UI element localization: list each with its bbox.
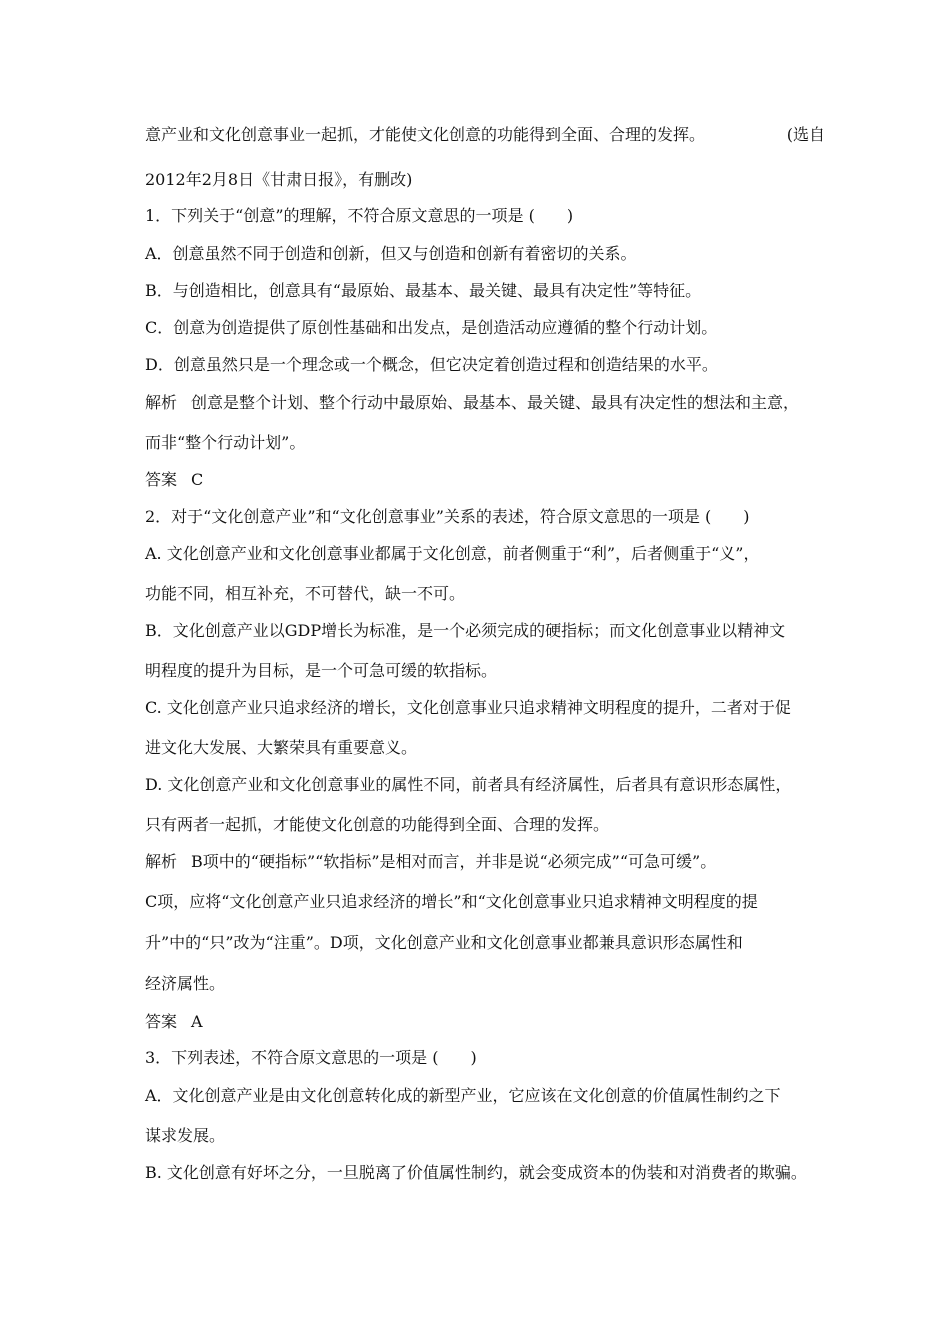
q1-analysis bbox=[145, 393, 825, 413]
q1-option-c: C．创意为创造提供了原创性基础和出发点，是创造活动应遵循的整个行动计划。 bbox=[145, 318, 718, 337]
q2-analysis-cont: C项，应将“文化创意产业只追求经济的增长”和“文化创意事业只追求精神文明程度的提 bbox=[145, 892, 758, 911]
source-note-start: (选自 bbox=[786, 125, 825, 144]
question-1-stem: 1．下列关于“创意”的理解，不符合原文意思的一项是 ( ) bbox=[145, 206, 574, 225]
q3-option-a-cont: 谋求发展。 bbox=[145, 1126, 226, 1145]
question-2-stem: 2．对于“文化创意产业”和“文化创意事业”关系的表述，符合原文意思的一项是 ( ) bbox=[145, 507, 750, 526]
passage-line bbox=[145, 125, 825, 145]
analysis-text: 创意是整个计划、整个行动中最原始、最基本、最关键、最具有决定性的想法和主意， bbox=[191, 393, 800, 412]
q2-option-c-cont: 进文化大发展、大繁荣具有重要意义。 bbox=[145, 738, 418, 757]
answer-label: 答案 bbox=[145, 470, 178, 489]
question-3-stem: 3．下列表述，不符合原文意思的一项是 ( ) bbox=[145, 1048, 477, 1067]
answer-label: 答案 bbox=[145, 1012, 178, 1031]
q2-answer bbox=[145, 1012, 825, 1032]
q2-option-b-cont: 明程度的提升为目标，是一个可急可缓的软指标。 bbox=[145, 661, 498, 680]
q3-option-b: B. 文化创意有好坏之分，一旦脱离了价值属性制约，就会变成资本的伪装和对消费者的欺骗。 bbox=[145, 1163, 807, 1182]
analysis-text: B项中的“硬指标”“软指标”是相对而言，并非是说“必须完成”“可急可缓”。 bbox=[191, 852, 717, 871]
q1-analysis-cont: 而非“整个行动计划”。 bbox=[145, 433, 306, 452]
q2-analysis bbox=[145, 852, 825, 872]
answer-value: C bbox=[191, 470, 204, 489]
q2-option-a-cont: 功能不同，相互补充，不可替代，缺一不可。 bbox=[145, 584, 466, 603]
q1-option-a: A．创意虽然不同于创造和创新，但又与创造和创新有着密切的关系。 bbox=[145, 244, 637, 263]
q2-analysis-cont: 升”中的“只”改为“注重”。D项，文化创意产业和文化创意事业都兼具意识形态属性和 bbox=[145, 933, 743, 952]
q2-option-a: A. 文化创意产业和文化创意事业都属于文化创意，前者侧重于“利”，后者侧重于“义”， bbox=[145, 544, 760, 563]
source-note: 2012年2月8日《甘肃日报》，有删改) bbox=[145, 170, 413, 189]
q1-option-d: D．创意虽然只是一个理念或一个概念，但它决定着创造过程和创造结果的水平。 bbox=[145, 355, 718, 374]
analysis-label: 解析 bbox=[145, 852, 178, 871]
q1-option-b: B．与创造相比，创意具有“最原始、最基本、最关键、最具有决定性”等特征。 bbox=[145, 281, 702, 300]
answer-value: A bbox=[191, 1012, 203, 1031]
q2-option-d-cont: 只有两者一起抓，才能使文化创意的功能得到全面、合理的发挥。 bbox=[145, 815, 610, 834]
passage-text: 意产业和文化创意事业一起抓，才能使文化创意的功能得到全面、合理的发挥。 bbox=[145, 125, 706, 144]
q2-analysis-cont: 经济属性。 bbox=[145, 974, 226, 993]
analysis-label: 解析 bbox=[145, 393, 178, 412]
q2-option-b: B．文化创意产业以GDP增长为标准，是一个必须完成的硬指标；而文化创意事业以精神文 bbox=[145, 621, 786, 640]
q1-answer bbox=[145, 470, 825, 490]
q3-option-a: A．文化创意产业是由文化创意转化成的新型产业，它应该在文化创意的价值属性制约之下 bbox=[145, 1086, 781, 1105]
q2-option-d: D. 文化创意产业和文化创意事业的属性不同，前者具有经济属性，后者具有意识形态属性， bbox=[145, 775, 792, 794]
q2-option-c: C. 文化创意产业只追求经济的增长，文化创意事业只追求精神文明程度的提升，二者对于促 bbox=[145, 698, 791, 717]
